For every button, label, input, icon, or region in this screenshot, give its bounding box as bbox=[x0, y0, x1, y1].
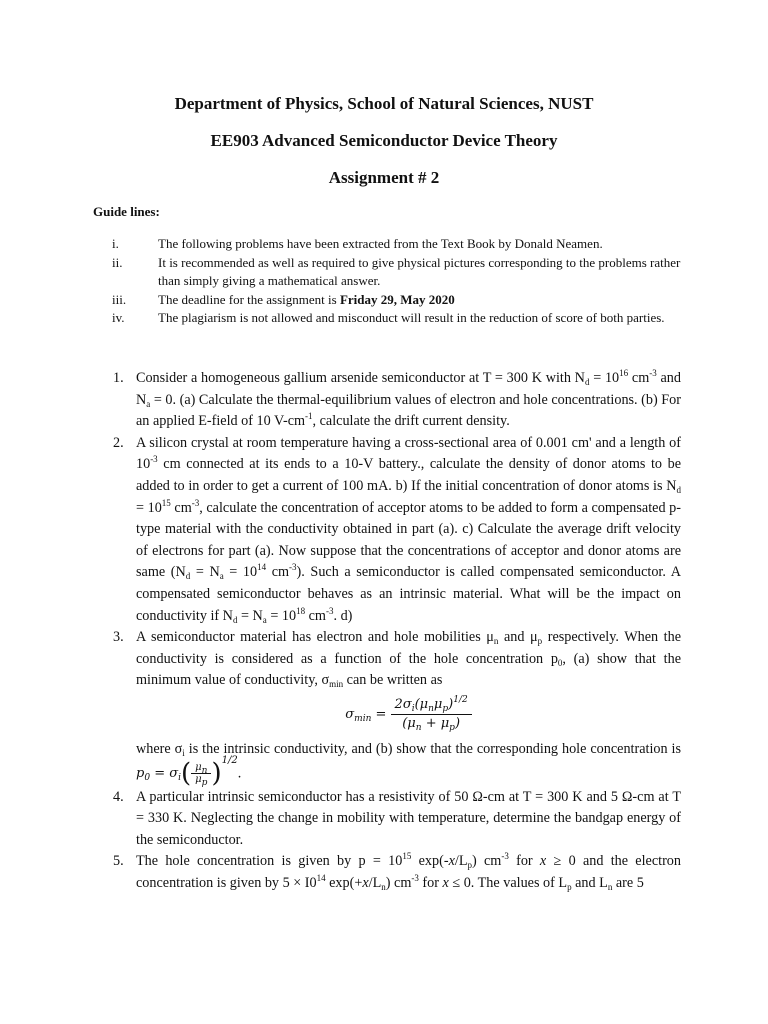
problem-number: 1. bbox=[113, 370, 124, 386]
problem-1 bbox=[113, 368, 681, 433]
guideline-number: i. bbox=[112, 236, 119, 251]
problem-4 bbox=[113, 787, 681, 852]
guideline-text: The plagiarism is not allowed and misconduct will result in the reduction of score of both parties. bbox=[158, 310, 665, 325]
problem-number: 5. bbox=[113, 853, 124, 870]
guideline-item bbox=[93, 291, 693, 310]
problem-text: Consider a homogeneous gallium arsenide semiconductor at T = 300 K with $N_d = 10^{16}$ $cm^{-3}$ and $N_a = 0$. (a) Calculate the thermal-equilibrium values of electron and hole concentrations. (b) For an applied E-field of 10 $V-cm^{-1}$, calculate the drift current density. bbox=[136, 368, 681, 430]
problem-5 bbox=[113, 851, 681, 894]
problem-2 bbox=[113, 433, 681, 627]
guideline-number: iii. bbox=[112, 291, 127, 307]
p0-equation: $p_0 = \sigma_i$( $\frac{\mu_n}{\mu_p}$ )$^{1/2}$ bbox=[136, 755, 238, 789]
problem-text: A semiconductor material has electron and hole mobilities $\mu_n$ and $\mu_p$ respectively. When the conductivity is considered as a function of the hole concentration $p_0$, (a) show that the minimum value of conductivity, $\sigma_{min}$ can be written as $\sigma_{min}$ = $\frac{2\sigma_i(\mu_n\mu_p)^{1/2}}{(\mu_n + \mu_p)}$ where $\sigma_i$ is the intrinsic conductivity, and (b) show that the corresponding hole concentration is $p_0 = \sigma_i$( $\frac{\mu_n}{\mu_p}$ )$^{1/2}$. bbox=[136, 629, 682, 789]
assignment-title: Assignment # 2 bbox=[328, 168, 440, 187]
problem-number: 2. bbox=[113, 434, 124, 451]
problem-number: 4. bbox=[113, 788, 124, 805]
guideline-item bbox=[93, 254, 693, 291]
problem-3 bbox=[113, 627, 682, 789]
guideline-number: ii. bbox=[112, 254, 123, 270]
problem-text: A particular intrinsic semiconductor has a resistivity of 50 Ω-cm at T = 300 K and 5 Ω-cm at T = 330 K. Neglecting the change in mobility with temperature, determine the bandgap energy of the semiconductor. bbox=[136, 788, 681, 848]
problem-number: 3. bbox=[113, 629, 124, 646]
guideline-item bbox=[93, 235, 693, 254]
guideline-text: It is recommended as well as required to give physical pictures corresponding to the problems rather than simply giving a mathematical answer. bbox=[158, 254, 681, 288]
guidelines-title: Guide lines: bbox=[93, 204, 160, 219]
problem-text: The hole concentration is given by $p = 10^{15}$ $\exp(-x/L_p)$ $cm^{-3}$ for x ≥ 0 and the electron concentration is given by $5 \times I0^{14}$ $\exp(+x/L_n)$ $cm^{-3}$ for x ≤ 0. The values of $L_p$ and $L_n$ are 5 bbox=[136, 851, 681, 892]
guideline-text bbox=[158, 291, 693, 310]
deadline-text: The deadline for the assignment is bbox=[158, 291, 340, 307]
guideline-text: The following problems have been extracted from the Text Book by Donald Neamen. bbox=[158, 236, 603, 251]
course-title: EE903 Advanced Semiconductor Device Theory bbox=[210, 131, 558, 150]
problem-text: A silicon crystal at room temperature having a cross-sectional area of 0.001 cm' and a length of $10^{-3}$ cm connected at its ends to a 10-V battery., calculate the density of donor atoms to be added to in order to get a current of 100 mA. b) If the initial concentration of donor atoms is $N_d = 10^{15}$ $cm^{-3}$, calculate the concentration of acceptor atoms to be added to form a compensated p-type material with the conductivity obtained in part (a). c) Calculate the average drift velocity of electrons for part (a). Now suppose that the concentrations of acceptor and donor atoms are same ($N_d = N_a = 10^{14}$ $cm^{-3}$). Such a semiconductor is called compensated semiconductor. A compensated semiconductor behaves as an intrinsic material. What will be the impact on conductivity if $N_d = N_a = 10^{18}$ $cm^{-3}$. d) bbox=[136, 434, 681, 625]
department-heading: Department of Physics, School of Natural Sciences, NUST bbox=[174, 94, 594, 113]
problem-list bbox=[113, 368, 681, 894]
guideline-item bbox=[93, 309, 693, 328]
deadline-date: Friday 29, May 2020 bbox=[339, 291, 455, 307]
equation-fraction: $\frac{2\sigma_i(\mu_n\mu_p)^{1/2}}{(\mu_n + \mu_p)}$ bbox=[391, 696, 472, 733]
guidelines-list bbox=[93, 235, 693, 328]
sigma-min-equation: $\sigma_{min}$ = $\frac{2\sigma_i(\mu_n\mu_p)^{1/2}}{(\mu_n + \mu_p)}$ bbox=[136, 696, 681, 733]
guideline-number: iv. bbox=[112, 310, 125, 325]
